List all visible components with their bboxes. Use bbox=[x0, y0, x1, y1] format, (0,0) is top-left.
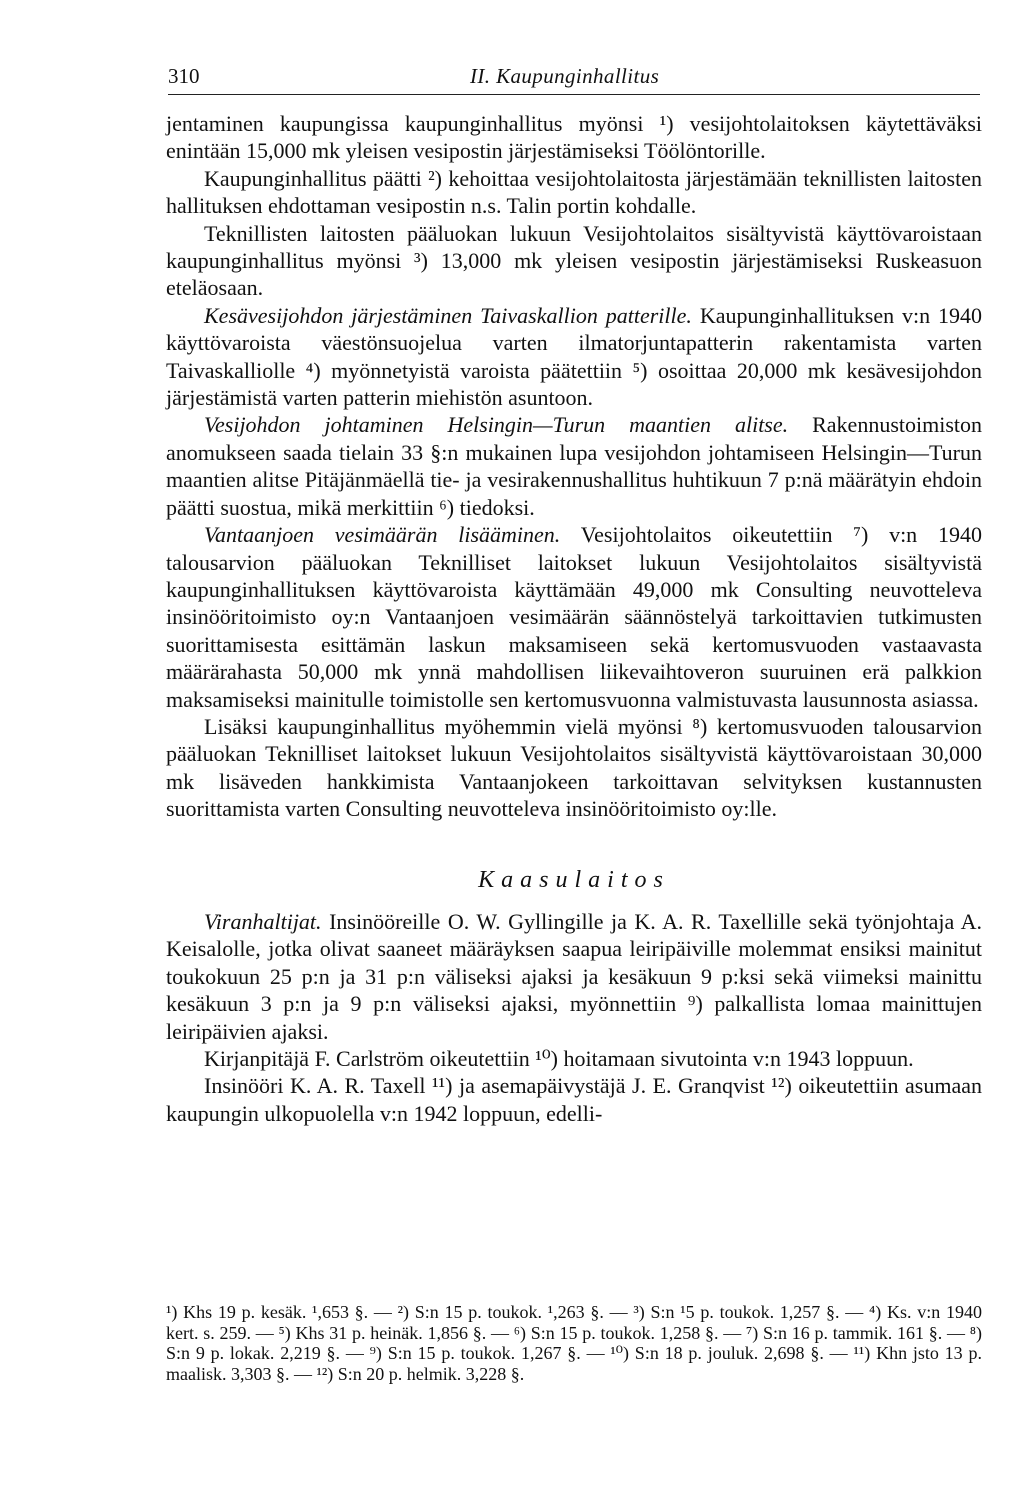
paragraph: Insinööri K. A. R. Taxell ¹¹) ja asemapäivystäjä J. E. Granqvist ¹²) oikeutettiin asumaan kaupungin ulkopuolella v:n 1942 loppuun, edelli- bbox=[166, 1073, 982, 1126]
footnotes: ¹) Khs 19 p. kesäk. ¹,653 §. — ²) S:n 15 p. toukok. ¹,263 §. — ³) S:n ¹5 p. toukok. 1,257 §. — ⁴) Ks. v:n 1940 kert. s. 259. — ⁵) Khs 31 p. heinäk. 1,856 §. — ⁶) S:n 15 p. toukok. 1,258 §. — ⁷) S:n 16 p. tammik. 161 §. — ⁸) S:n 9 p. lokak. 2,219 §. — ⁹) S:n 15 p. toukok. 1,267 §. — ¹⁰) S:n 18 p. jouluk. 2,698 §. — ¹¹) Khn jsto 13 p. maalisk. 3,303 §. — ¹²) S:n 20 p. helmik. 3,228 §. bbox=[166, 1302, 982, 1384]
page-header bbox=[168, 64, 980, 95]
paragraph: jentaminen kaupungissa kaupunginhallitus myönsi ¹) vesijohtolaitoksen käytettäväksi enintään 15,000 mk yleisen vesipostin järjestämiseksi Töölöntorille. bbox=[166, 111, 982, 164]
section-text: Vesijohtolaitos oikeutettiin ⁷) v:n 1940 talousarvion pääluokan Teknilliset laitokset lukuun Vesijohtolaitos sisältyvistä kaupunginhallituksen käyttövaroista käyttämään 49,000 mk Consulting neuvotteleva insinööritoimisto oy:n Vantaanjoen vesimäärän säännöstelyä tarkoittavien tutkimusten suorittamisesta esittämän laskun maksamiseen sekä kertomusvuoden vastaavasta määrärahasta 50,000 mk ynnä mahdollisen liikevaihtoveron suuruinen erä palkkion maksamiseksi mainitulle toimistolle sen kertomusvuonna valmistuvasta lausunnosta asiassa. bbox=[166, 522, 982, 712]
section-paragraph bbox=[166, 908, 982, 1045]
section-text: Insinööreille O. W. Gyllingille ja K. A. R. Taxellille sekä työnjohtaja A. Keisalolle, jotka olivat saaneet määräyksen saapua leiripäiville molemmat ensiksi mainitut toukokuun 25 p:n ja 31 p:n väliseksi ajaksi ja kesäkuun 9 p:ksi sekä viimeksi mainittu kesäkuun 3 p:n ja 9 p:n väliseksi ajaksi, myönnettiin ⁹) palkallista lomaa mainittujen leiripäivien ajaksi. bbox=[166, 908, 982, 1044]
section-title: Kesävesijohdon järjestäminen Taivaskallion patterille. bbox=[204, 302, 692, 328]
section-title: Viranhaltijat. bbox=[204, 908, 322, 934]
paragraph: Lisäksi kaupunginhallitus myöhemmin vielä myönsi ⁸) kertomusvuoden talousarvion pääluokan Teknilliset laitokset lukuun Vesijohtolaitos sisältyvistä käyttövaroistaan 30,000 mk lisäveden hankkimista Vantaanjokeen tarkoittavan selvityksen kustannusten suorittamista varten Consulting neuvotteleva insinööritoimisto oy:lle. bbox=[166, 713, 982, 822]
paragraph: Teknillisten laitosten pääluokan lukuun Vesijohtolaitos sisältyvistä käyttövaroistaan kaupunginhallitus myönsi ³) 13,000 mk yleisen vesipostin järjestämiseksi Ruskeasuon eteläosaan. bbox=[166, 220, 982, 301]
section-paragraph bbox=[166, 521, 982, 713]
body-text bbox=[166, 110, 982, 1127]
section-heading-kaasulaitos: Kaasulaitos bbox=[478, 866, 670, 893]
section-paragraph bbox=[166, 411, 982, 521]
running-title: II. Kaupunginhallitus bbox=[470, 64, 660, 88]
page-number: 310 bbox=[168, 64, 200, 88]
section-title: Vantaanjoen vesimäärän lisääminen. bbox=[204, 522, 561, 548]
section-title: Vesijohdon johtaminen Helsingin—Turun maantien alitse. bbox=[204, 412, 789, 438]
paragraph: Kirjanpitäjä F. Carlström oikeutettiin ¹⁰) hoitamaan sivutointa v:n 1943 loppuun. bbox=[204, 1046, 914, 1071]
section-text: Rakennustoimiston anomukseen saada tielain 33 §:n mukainen lupa vesijohdon johtamiseen Helsingin—Turun maantien alitse Pitäjänmäellä tie- ja vesirakennushallitus huhtikuun 7 p:nä määrätyin ehdoin päätti suostua, mikä merkittiin ⁶) tiedoksi. bbox=[166, 412, 982, 520]
section-paragraph bbox=[166, 302, 982, 412]
paragraph: Kaupunginhallitus päätti ²) kehoittaa vesijohtolaitosta järjestämään teknillisten laitosten hallituksen ehdottaman vesipostin n.s. Talin portin kohdalle. bbox=[166, 165, 982, 219]
section-text: Kaupunginhallituksen v:n 1940 käyttövaroista väestönsuojelua varten ilmatorjuntapatterin rakentamista varten Taivaskalliolle ⁴) myönnetyistä varoista päätettiin ⁵) osoittaa 20,000 mk kesävesijohdon järjestämistä varten patterin miehistön asuntoon. bbox=[166, 302, 983, 411]
